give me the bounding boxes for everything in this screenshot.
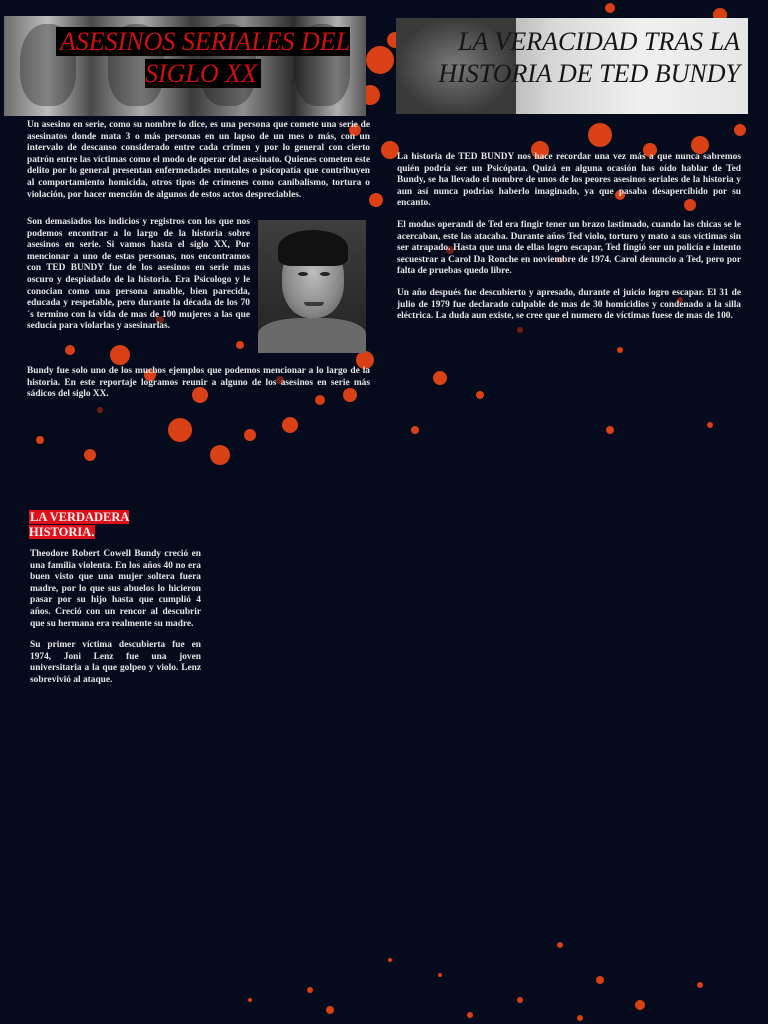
right-paragraph: El modus operandi de Ted era fingir tener un brazo lastimado, cuando las chicas se le acercaban, este las atacaba. Durante años Ted violo, torturo y mato a sus víctimas sin ser atrapado. Hasta que una de ellas logro escapar, Ted fingió ser un policía e intento secuestrar a Carol Da Ronche en noviembre de 1974. Carol denuncio a Ted, pero por falta de pruebas quedo libre. (397, 219, 741, 277)
photo-mouth (304, 302, 324, 306)
bundy-paragraph: Bundy fue solo uno de los muchos ejemplos que podemos mencionar a lo largo de la historia. En este reportaje logramos reunir a alguno de los asesinos en serie más sádicos del siglo XX. (27, 366, 370, 400)
intro-paragraph: Un asesino en serie, como su nombre lo dice, es una persona que comete una serie de asesinatos donde mata 3 o más personas en un lapso de un mes o más, con un intervalo de descanso considerado entre cada crimen y por lo general con cierto patrón entre las víctimas como el modo de operar del asesinato. Quienes cometen este delito por lo general presentan enfermedades mentales o psicopatía que contribuyen al comportamiento homicida, otros tipos de crímenes como canibalismo, tortura o violación, por hacer mención de algunos de estos actos despreciables. (27, 120, 370, 200)
right-paragraph: La historia de TED BUNDY nos hace recordar una vez más a que nunca sabremos quién podría ser un Psicópata. Quizá en alguna ocasión has oído hablar de Ted Bundy, se ha llevado el nombre de unos de los peores asesinos seriales de la historia y aun así nunca podrías haberlo imaginado, ya que pasaba desapercibido por su encanto. (397, 152, 741, 209)
section-paragraph: Theodore Robert Cowell Bundy creció en una familia violenta. En los años 40 no era buen visto que una mujer soltera fuera madre, por lo que sus abuelos lo hicieron pasar por su hijo hasta que cumplió 4 años. Creció con un rencor al descubrir que su hermana era realmente su madre. (30, 549, 201, 629)
indicios-paragraph: Son demasiados los indicios y registros con los que nos podemos encontrar a lo largo de la historia sobre asesinos en serie. Si vamos hasta el siglo XX, Por mencionar a uno de estas personas, nos encontramos con TED BUNDY fue de los asesinos en serie mas oscuro y despiadado de la historia. Era Psicologo y le conocian como una persona amable, bien parecida, educada y respetable, pero durante la década de los 70´s termino con la vida de mas de 100 mujeres a las que seducía para violarlas y asesinarlas. (27, 217, 250, 332)
right-paragraph: Un año después fue descubierto y apresado, durante el juicio logro escapar. El 31 de julio de 1979 fue declarado culpable de mas de 30 homicidios y condenado a la silla eléctrica. La duda aun existe, se cree que el numero de víctimas fuese de mas de 100. (397, 287, 741, 322)
photo-hair (278, 230, 348, 266)
section-column (30, 549, 201, 697)
title-banner-right (396, 18, 748, 114)
title-banner-left (4, 16, 366, 116)
photo-eye-left (298, 272, 308, 276)
page-title-right: LA VERACIDAD TRAS LA HISTORIA DE TED BUNDY (438, 27, 740, 88)
page-title-left: ASESINOS SERIALES DEL SIGLO XX (48, 26, 358, 90)
section-heading: LA VERDADERA HISTORIA. (29, 510, 130, 539)
photo-eye-right (320, 272, 330, 276)
right-column (397, 152, 741, 333)
ted-bundy-photo (258, 220, 366, 353)
section-paragraph: Su primer víctima descubierta fue en 1974, Joni Lenz fue una joven universitaria a la que golpeo y violo. Lenz sobrevivió al ataque. (30, 640, 201, 685)
photo-shoulders (258, 318, 366, 353)
